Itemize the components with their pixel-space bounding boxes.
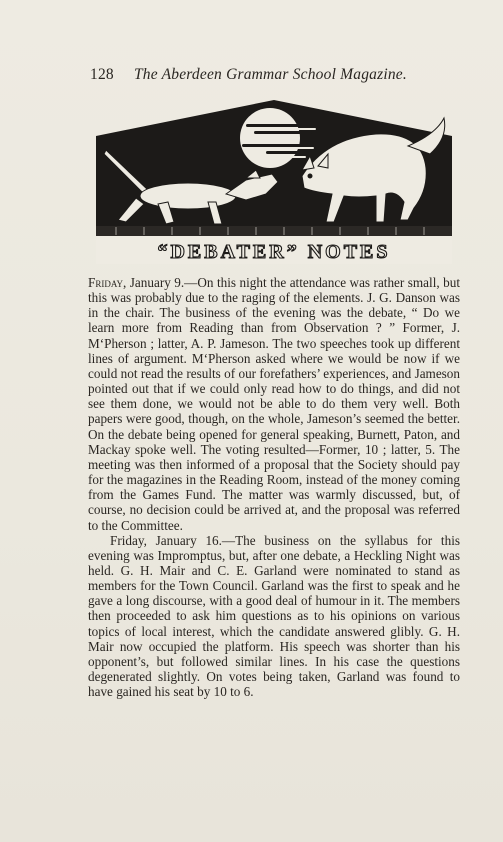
running-header [90, 66, 420, 84]
moon [240, 108, 300, 168]
article-body [88, 275, 460, 699]
paragraph-friday-jan-9 [88, 275, 460, 533]
paragraph-friday-jan-16 [88, 533, 460, 700]
paragraph-text: Friday, January 16.—The business on the syllabus for this evening was Impromptus, but, after one debate, a Heckling Night was held. G. H. Mair and C. E. Garland were nominated to stand as members for the Town Council. Garland was the first to speak and he gave a long discourse, with a good deal of humour in it. The members then proceeded to ask him questions as to his opinions on various topics of local interest, which the candidate answered glibly. G. H. Mair now occupied the platform. His speech was shorter than his opponent’s, but followed similar lines. In his case the questions degenerated slightly. On votes being taken, Garland was found to have gained his seat by 10 to 6. [88, 532, 460, 700]
paragraph-text: January 9.—On this night the attendance was rather small, but this was probably due to the raging of the elements. J. G. Danson was in the chair. The business of the evening was the debate, “ Do we learn more from Reading than from Observation ? ” Former, J. M‘Pherson ; latter, A. P. Jameson. The two speeches took up different lines of argument. M‘Pherson asked where we would be now if we could not read the results of our forefathers’ experiences, and Jameson pointed out that if we could only read how to do things, and did not see them done, we would not be able to do them very well. Both papers were good, though, on the whole, Jameson’s seemed the better. On the debate being opened for general speaking, Burnett, Paton, and Mackay spoke well. The voting resulted—Former, 10 ; latter, 5. The meeting was then informed of a proposal that the Society should pay for the magazines in the Reading Room, instead of the money coming from the Games Fund. The matter was warmly discussed, but, of course, no decision could be arrived at, and the proposal was referred to the Committee. [88, 275, 460, 533]
magazine-title: The Aberdeen Grammar School Magazine. [133, 66, 407, 83]
fence-band [96, 226, 452, 236]
cat-and-dog-illustration [96, 98, 452, 264]
page-number: 128 [90, 66, 114, 83]
banner-heading: “DEBATER” NOTES [157, 241, 391, 263]
paragraph-lead: Friday, [88, 275, 127, 290]
debater-notes-banner [96, 98, 452, 264]
